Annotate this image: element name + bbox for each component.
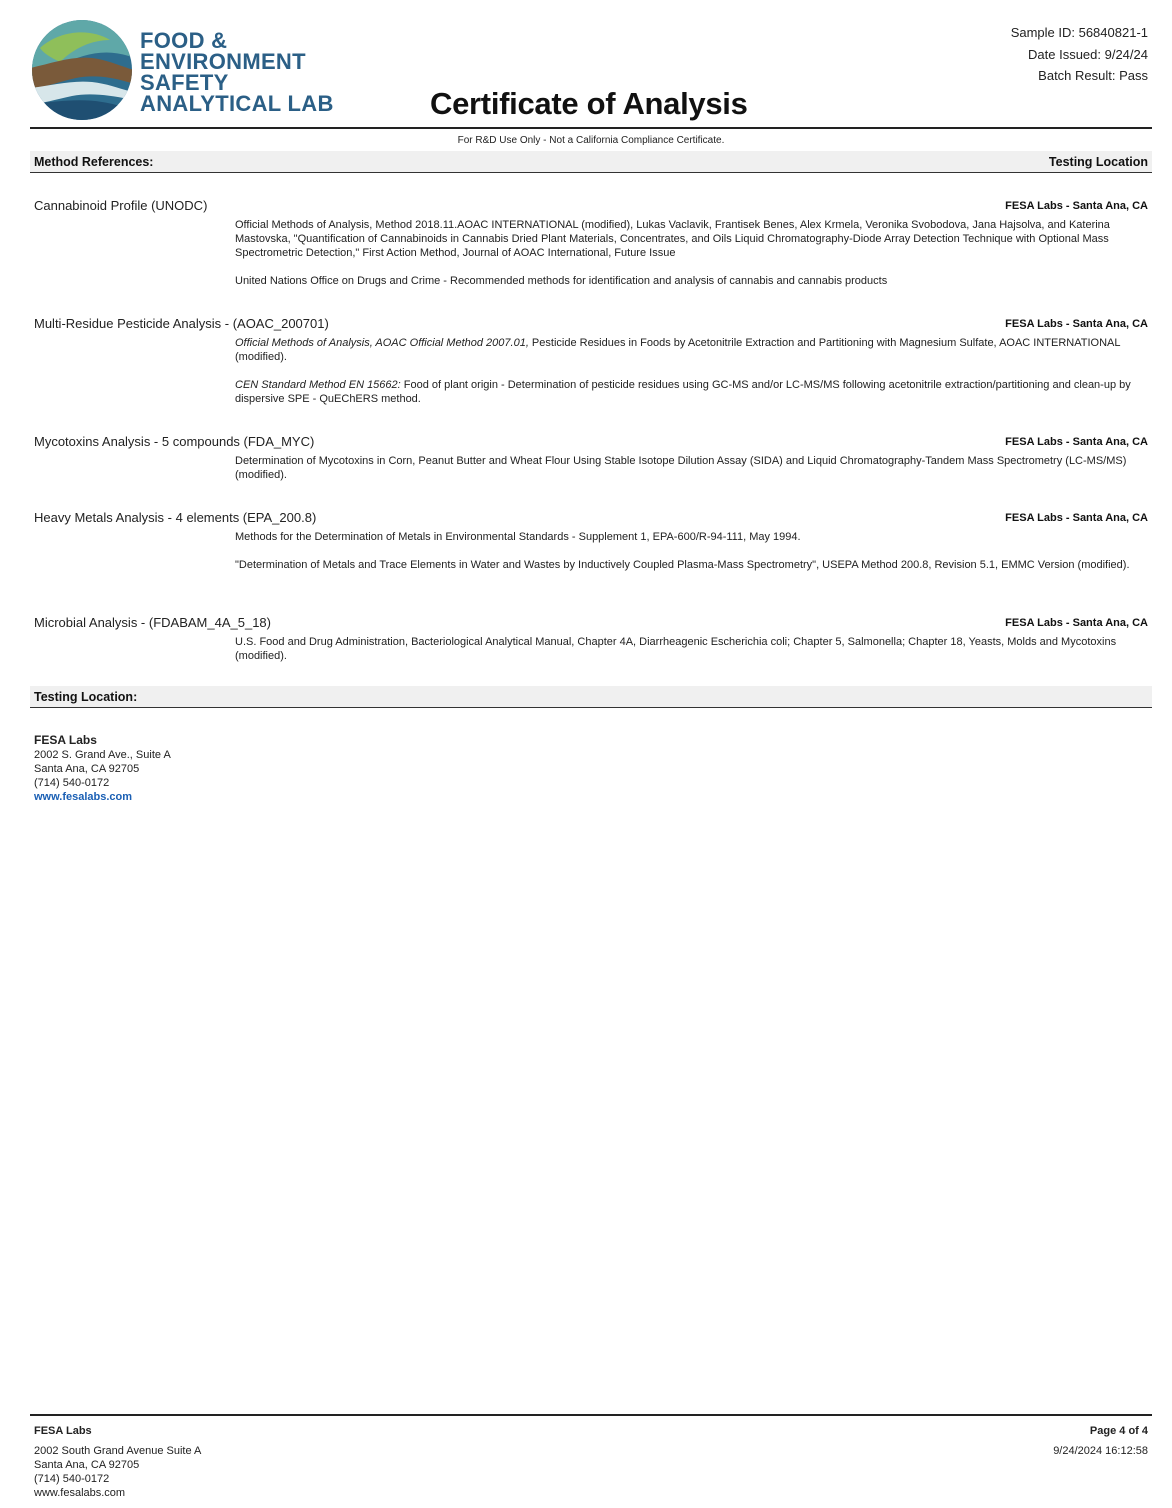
method-reference: CEN Standard Method EN 15662: Food of plant origin - Determination of pesticide residues using GC-MS and/or LC-MS/MS following acetonitrile extraction/partitioning and clean-up by dispersive SPE - QuEChERS method. — [235, 379, 1131, 405]
method-name: Mycotoxins Analysis - 5 compounds (FDA_MYC) — [34, 434, 315, 449]
method-references-list — [235, 635, 1147, 663]
method-references-list — [235, 454, 1147, 482]
method-reference: "Determination of Metals and Trace Elements in Water and Wastes by Inductively Coupled Plasma-Mass Spectrometry", USEPA Method 200.8, Revision 5.1, EMMC Version (modified). — [235, 559, 1130, 571]
method-references-list — [235, 530, 1147, 572]
method-reference: United Nations Office on Drugs and Crime - Recommended methods for identification and analysis of cannabis and cannabis products — [235, 275, 888, 287]
method-reference: Official Methods of Analysis, AOAC Official Method 2007.01, Pesticide Residues in Foods by Acetonitrile Extraction and Partitioning with Magnesium Sulfate, AOAC INTERNATIONAL (modified). — [235, 337, 1121, 363]
testing-location-address — [34, 733, 171, 804]
method-references-label: Method References: — [34, 155, 154, 169]
footer-lab-name: FESA Labs — [34, 1425, 92, 1437]
batch-result: Batch Result: Pass — [1038, 68, 1148, 83]
fesa-logo-mark-icon — [30, 18, 134, 122]
method-reference: Methods for the Determination of Metals in Environmental Standards - Supplement 1, EPA-600/R-94-111, May 1994. — [235, 531, 801, 543]
footer-page-info — [1053, 1424, 1148, 1458]
method-references-list — [235, 218, 1147, 288]
method-name: Cannabinoid Profile (UNODC) — [34, 198, 208, 213]
document-header — [30, 14, 1152, 128]
testing-location-column-label: Testing Location — [1048, 155, 1148, 169]
method-reference: Determination of Mycotoxins in Corn, Peanut Butter and Wheat Flour Using Stable Isotope Dilution Assay (SIDA) and Liquid Chromatography-Tandem Mass Spectrometry (LC-MS/MS) (modified). — [235, 455, 1127, 481]
method-name: Multi-Residue Pesticide Analysis - (AOAC_200701) — [34, 316, 329, 331]
footer-address-line-2: Santa Ana, CA 92705 — [34, 1459, 140, 1471]
fesa-logo — [30, 18, 334, 122]
footer-address-line-1: 2002 South Grand Avenue Suite A — [34, 1445, 202, 1457]
method-location: FESA Labs - Santa Ana, CA — [1005, 512, 1148, 524]
date-issued: Date Issued: 9/24/24 — [1028, 46, 1148, 62]
website-link[interactable]: www.fesalabs.com — [34, 791, 133, 803]
testing-location-label: Testing Location: — [34, 690, 138, 704]
method-location: FESA Labs - Santa Ana, CA — [1005, 617, 1148, 629]
logo-line-3: SAFETY — [140, 70, 229, 95]
page-number: Page 4 of 4 — [1089, 1425, 1148, 1437]
sample-meta — [1011, 22, 1148, 87]
method-location: FESA Labs - Santa Ana, CA — [1005, 200, 1148, 212]
phone-number: (714) 540-0172 — [34, 777, 110, 789]
method-location: FESA Labs - Santa Ana, CA — [1005, 436, 1148, 448]
sample-id: Sample ID: 56840821-1 — [1010, 25, 1148, 40]
address-line-1: 2002 S. Grand Ave., Suite A — [34, 749, 171, 761]
page-title: Certificate of Analysis — [430, 86, 748, 121]
method-location: FESA Labs - Santa Ana, CA — [1005, 318, 1148, 330]
method-reference: Official Methods of Analysis, Method 2018.11.AOAC INTERNATIONAL (modified), Lukas Vaclavik, Frantisek Benes, Alex Krmela, Veronika Svobodova, Jana Hajsolva, and Katerina Mastovska, "Quantification of Cannabinoids in Cannabis Dried Plant Materials, Concentrates, and Oils Liquid Chromatography-Diode Array Detection Technique with Optional Mass Spectrometric Detection," First Action Method, Journal of AOAC International, Future Issue — [235, 219, 1110, 259]
address-line-2: Santa Ana, CA 92705 — [34, 763, 140, 775]
footer-timestamp: 9/24/2024 16:12:58 — [1053, 1445, 1148, 1457]
footer-address — [34, 1424, 201, 1500]
method-references-header — [30, 151, 1152, 173]
page-footer — [30, 1414, 1152, 1499]
method-references-list — [235, 336, 1147, 406]
logo-line-2: ENVIRONMENT — [140, 49, 306, 74]
method-name: Heavy Metals Analysis - 4 elements (EPA_200.8) — [34, 510, 317, 525]
logo-line-4: ANALYTICAL LAB — [140, 91, 334, 116]
testing-location-header — [30, 686, 1152, 708]
logo-line-1: FOOD & — [140, 28, 228, 53]
disclaimer: For R&D Use Only - Not a California Compliance Certificate. — [457, 135, 725, 146]
header-divider — [30, 127, 1152, 129]
lab-name: FESA Labs — [34, 733, 97, 747]
method-name: Microbial Analysis - (FDABAM_4A_5_18) — [34, 615, 271, 630]
footer-phone: (714) 540-0172 — [34, 1473, 110, 1485]
method-reference: U.S. Food and Drug Administration, Bacteriological Analytical Manual, Chapter 4A, Diarrheagenic Escherichia coli; Chapter 5, Salmonella; Chapter 18, Yeasts, Molds and Mycotoxins (modified). — [235, 636, 1117, 662]
logo-wordmark — [140, 30, 334, 114]
footer-website: www.fesalabs.com — [34, 1487, 126, 1499]
